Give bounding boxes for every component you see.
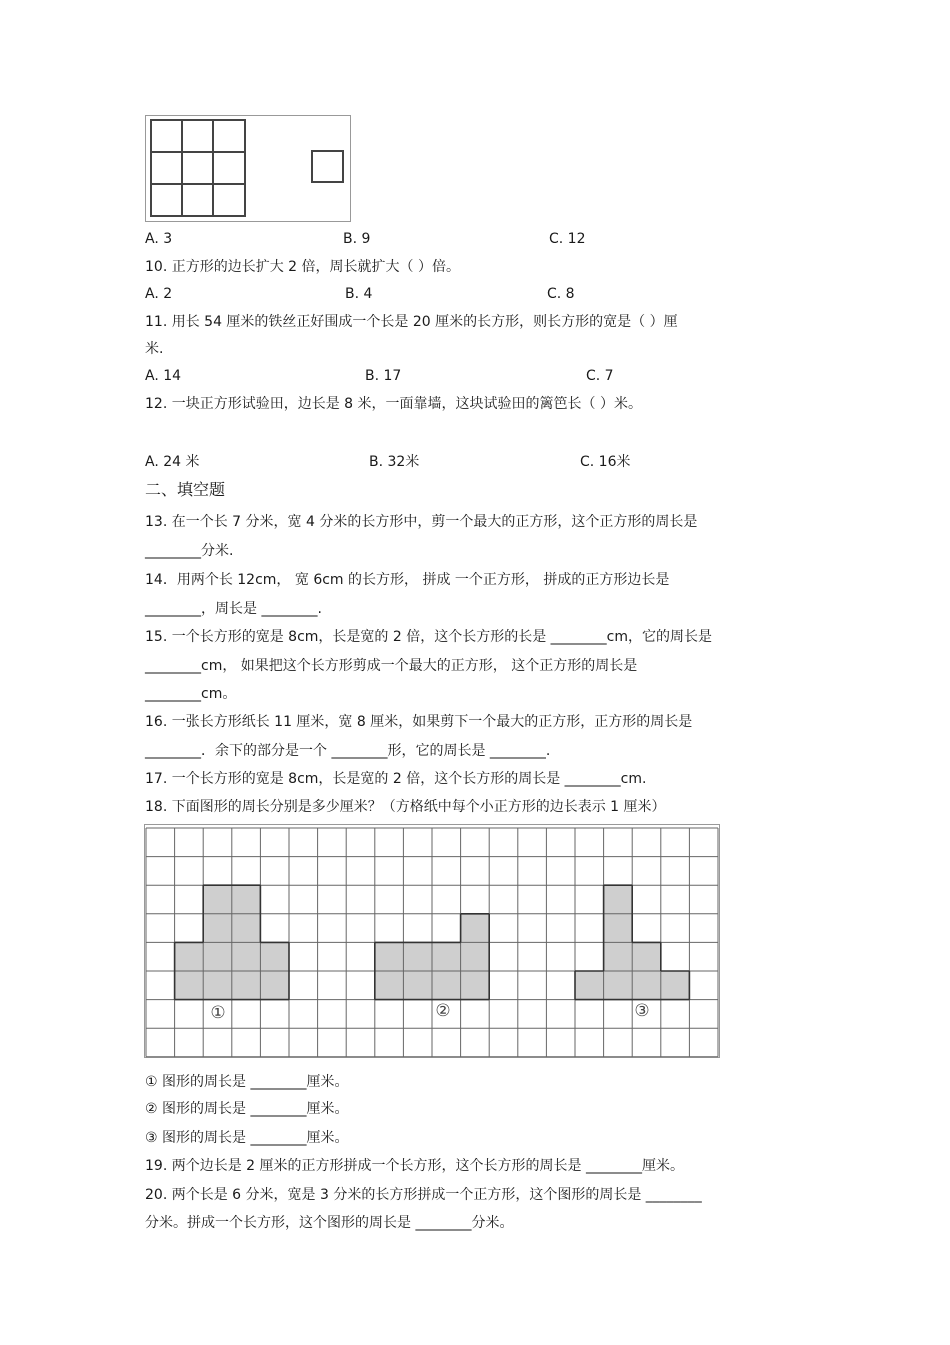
q18-shape-3-cell [632, 942, 661, 971]
q18-shape-2-cell [403, 942, 432, 971]
q15-line3: ________cm。 [145, 686, 237, 702]
q10-option-c: C. 8 [547, 286, 575, 302]
q18-shape-1-cell [203, 885, 232, 914]
q16-line1: 16. 一张长方形纸长 11 厘米，宽 8 厘米，如果剪下一个最大的正方形，正方形的周长是 [145, 714, 693, 730]
q18-shape-2-cell [461, 942, 490, 971]
q18-answer-2: ② 图形的周长是 ________厘米。 [145, 1101, 349, 1117]
q18-label-2: ② [435, 1001, 451, 1021]
q18-shape-1-cell [232, 885, 261, 914]
q18-grid-figure [144, 824, 720, 1058]
q18-shape-1-cell [260, 942, 289, 971]
q18-shape-1-cell [175, 971, 204, 1000]
q14-line2: ________，周长是 ________. [145, 601, 322, 617]
q14-line1: 14．用两个长 12cm， 宽 6cm 的长方形， 拼成 一个正方形， 拼成的正方形边长是 [145, 572, 670, 588]
q11-option-a: A. 14 [145, 368, 182, 384]
q18-answer-3: ③ 图形的周长是 ________厘米。 [145, 1130, 349, 1146]
q9-figure [145, 115, 355, 223]
q11-option-c: C. 7 [586, 368, 614, 384]
q11-option-b: B. 17 [365, 368, 402, 384]
q16-line2: ________．余下的部分是一个 ________形，它的周长是 ________. [145, 743, 551, 759]
q18-shape-1-cell [232, 971, 261, 1000]
q9-option-c: C. 12 [549, 231, 586, 247]
q18-shape-2-cell [461, 914, 490, 943]
q18-shape-1-cell [203, 914, 232, 943]
q9-option-b: B. 9 [343, 231, 371, 247]
q18-shape-1-cell [175, 942, 204, 971]
q18-answer-1: ① 图形的周长是 ________厘米。 [145, 1074, 349, 1090]
q19-text: 19. 两个边长是 2 厘米的正方形拼成一个长方形，这个长方形的周长是 ________厘米。 [145, 1158, 684, 1174]
q18-shape-2-cell [432, 971, 461, 1000]
q18-shape-3-cell [604, 971, 633, 1000]
q12-option-c: C. 16米 [580, 454, 631, 470]
q18-shape-2-cell [375, 942, 404, 971]
q9-small-square [312, 151, 343, 182]
q18-shape-2-cell [461, 971, 490, 1000]
q9-large-square-grid [151, 120, 245, 216]
q18-shape-3-cell [604, 942, 633, 971]
q18-shape-1-cell [232, 942, 261, 971]
q11-line1: 11. 用长 54 厘米的铁丝正好围成一个长是 20 厘米的长方形，则长方形的宽是（ ）厘 [145, 314, 678, 330]
q10-option-a: A. 2 [145, 286, 173, 302]
q18-shape-3-cell [661, 971, 690, 1000]
q18-label-1: ① [210, 1003, 226, 1023]
q12-text: 12. 一块正方形试验田，边长是 8 米，一面靠墙，这块试验田的篱笆长（ ）米。 [145, 396, 642, 412]
q13-line1: 13. 在一个长 7 分米，宽 4 分米的长方形中，剪一个最大的正方形，这个正方形的周长是 [145, 514, 698, 530]
q12-option-a: A. 24 米 [145, 454, 200, 470]
q18-shape-1-cell [260, 971, 289, 1000]
q10-option-b: B. 4 [345, 286, 373, 302]
q11-line2: 米. [145, 341, 164, 357]
q20-line2: 分米。拼成一个长方形，这个图形的周长是 ________分米。 [145, 1215, 514, 1231]
q17-text: 17. 一个长方形的宽是 8cm，长是宽的 2 倍，这个长方形的周长是 ________cm. [145, 771, 647, 787]
q18-shape-3-cell [632, 971, 661, 1000]
q18-shape-1-cell [203, 971, 232, 1000]
q18-shape-2-cell [432, 942, 461, 971]
q18-shape-3-cell [604, 885, 633, 914]
q18-text: 18. 下面图形的周长分别是多少厘米？（方格纸中每个小正方形的边长表示 1 厘米） [145, 799, 666, 815]
q13-line2: ________分米. [145, 543, 234, 559]
q9-option-a: A. 3 [145, 231, 173, 247]
q15-line1: 15. 一个长方形的宽是 8cm，长是宽的 2 倍，这个长方形的长是 ________cm，它的周长是 [145, 629, 712, 645]
q18-shape-2-cell [403, 971, 432, 1000]
q15-line2: ________cm， 如果把这个长方形剪成一个最大的正方形， 这个正方形的周长是 [145, 658, 638, 674]
q18-label-3: ③ [634, 1001, 650, 1021]
q18-shape-3-cell [604, 914, 633, 943]
q10-text: 10. 正方形的边长扩大 2 倍，周长就扩大（ ）倍。 [145, 259, 460, 275]
q12-option-b: B. 32米 [369, 454, 420, 470]
q18-shape-3-cell [575, 971, 604, 1000]
q18-shape-1-cell [232, 914, 261, 943]
q20-line1: 20. 两个长是 6 分米，宽是 3 分米的长方形拼成一个正方形，这个图形的周长是 ________ [145, 1187, 702, 1203]
q18-shape-1-cell [203, 942, 232, 971]
section-title-fill-blank: 二、填空题 [145, 480, 226, 499]
q18-shape-2-cell [375, 971, 404, 1000]
